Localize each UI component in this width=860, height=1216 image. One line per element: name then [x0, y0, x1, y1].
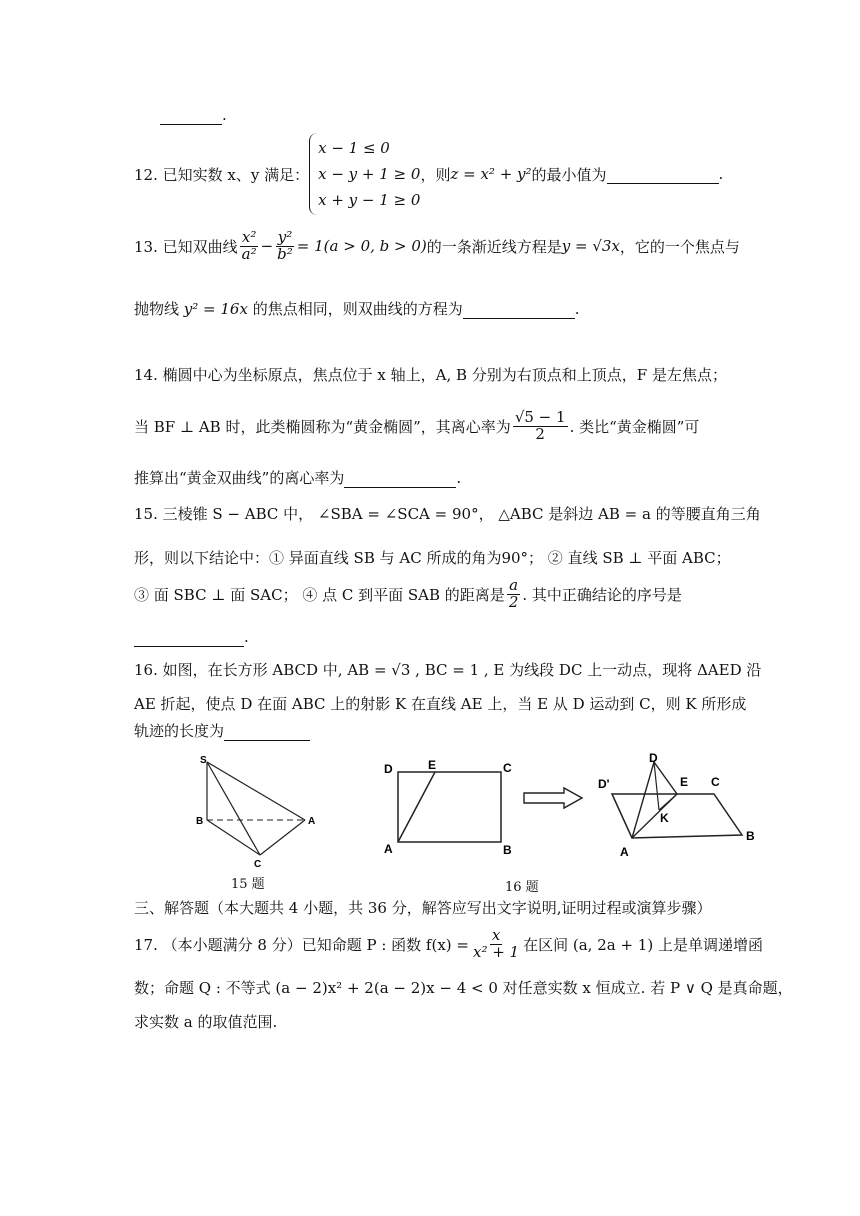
fig16b-label-k: K: [660, 811, 669, 825]
fig15-label-b: B: [196, 816, 204, 827]
q12-constraint-2: x − y + 1 ≥ 0: [318, 165, 421, 183]
fig15-label-a: A: [308, 816, 316, 827]
fraction: $\frac{\text{x²}}{\text{a²}}$: [241, 228, 257, 263]
transform-arrow-icon: [520, 785, 586, 811]
question-16-line-3: 轨迹的长度为: [134, 720, 310, 741]
fig16b-label-c: C: [711, 775, 720, 789]
question-15-line-2: 形，则以下结论中：① 异面直线 SB 与 AC 所成的角为90°； ② 直线 SB ⊥ 平面 ABC；: [134, 549, 731, 567]
fig16a-label-b: B: [503, 843, 512, 857]
question-17-line-2: 数；命题 Q : 不等式 (a − 2)x² + 2(a − 2)x − 4 < 0 对任意实数 x 恒成立. 若 P ∨ Q 是真命题，: [134, 979, 793, 997]
question-13-line-2: 抛物线 y² = 16x 的焦点相同，则双曲线的方程为 .: [134, 300, 580, 318]
fig16a-label-a: A: [384, 842, 393, 856]
answer-blank: [160, 106, 222, 125]
fig15-label-c: C: [254, 859, 262, 870]
figure-16-folded: [592, 752, 767, 862]
question-17-line-3: 求实数 a 的取值范围.: [134, 1013, 278, 1031]
answer-blank: [344, 469, 456, 488]
fig16a-label-d: D: [384, 762, 393, 776]
fraction: $\frac{\text{y²}}{\text{b²}}$: [277, 228, 293, 263]
question-15-line-3: ③ 面 SBC ⊥ 面 SAC； ④ 点 C 到平面 SAB 的距离是 $\frac{a}{2}$ . 其中正确结论的序号是: [134, 576, 682, 611]
fraction: $\frac{√5 - 1}{2}$: [514, 408, 566, 443]
fig16a-label-c: C: [503, 761, 512, 775]
fig16b-label-e: E: [680, 775, 689, 789]
q11-tail: .: [160, 106, 227, 125]
figure-16-caption: 16 题: [505, 880, 539, 895]
answer-blank: [463, 300, 575, 319]
question-15-line-4: .: [134, 628, 249, 647]
fig16b-label-d: D: [649, 752, 658, 765]
fig16b-label-d-prime: D': [598, 777, 610, 791]
fig16b-label-a: A: [620, 845, 629, 859]
answer-blank: [607, 165, 719, 184]
question-16-line-1: 16. 如图，在长方形 ABCD 中, AB = √3 , BC = 1 , E 为线段 DC 上一动点，现将 ΔAED 沿: [134, 661, 762, 679]
q12-constraint-1: x − 1 ≤ 0: [318, 139, 390, 157]
fraction: $\frac{x}{\text{x² + 1}}$: [472, 926, 520, 961]
figure-15-tetrahedron: [190, 752, 330, 877]
q12-constraint-system: [309, 133, 420, 215]
answer-blank: [134, 628, 244, 647]
question-12: 12. 已知实数 x、y 满足： x − 1 ≤ 0 x − y + 1 ≥ 0 x + y − 1 ≥ 0 ，则 z = x² + y² 的最小值为 .: [134, 133, 723, 215]
question-17-line-1: 17. （本小题满分 8 分）已知命题 P : 函数 f(x) = $\frac{x}{\text{x² + 1}}$ 在区间 (a, 2a + 1) 上是单调递增函: [134, 926, 763, 961]
question-14-line-1: 14. 椭圆中心为坐标原点，焦点位于 x 轴上，A, B 分别为右顶点和上顶点，F 是左焦点；: [134, 366, 727, 384]
answer-blank: [224, 722, 310, 741]
q12-constraint-3: x + y − 1 ≥ 0: [318, 191, 421, 209]
fig15-label-s: S: [200, 755, 207, 766]
question-13-line-1: 13. 已知双曲线 $\frac{\text{x²}}{\text{a²}}$ − $\frac{\text{y²}}{\text{b²}}$ = 1(a > 0, b > 0) 的一条渐近线方程是 y = √3x ，它的一个焦点与: [134, 228, 740, 263]
figure-15-caption: 15 题: [231, 877, 265, 892]
question-14-line-3: 推算出“黄金双曲线”的离心率为 .: [134, 469, 462, 487]
q12-objective: z = x² + y²: [450, 165, 532, 183]
question-15-line-1: 15. 三棱锥 S − ABC 中， ∠SBA = ∠SCA = 90°， △ABC 是斜边 AB = a 的等腰直角三角: [134, 505, 761, 523]
fig16b-label-b: B: [746, 829, 755, 843]
question-16-line-2: AE 折起，使点 D 在面 ABC 上的射影 K 在直线 AE 上，当 E 从 D 运动到 C，则 K 所形成: [134, 695, 747, 713]
fig16a-label-e: E: [428, 758, 437, 772]
section-3-heading: 三、解答题（本大题共 4 小题，共 36 分，解答应写出文字说明,证明过程或演算步骤）: [134, 899, 712, 917]
question-14-line-2: 当 BF ⊥ AB 时，此类椭圆称为“黄金椭圆”，其离心率为 $\frac{√5 - 1}{2}$ . 类比“黄金椭圆”可: [134, 408, 700, 443]
figure-16-rectangle: [378, 755, 528, 860]
fraction: $\frac{a}{2}$: [508, 576, 519, 611]
q12-prefix: 12. 已知实数 x、y 满足：: [134, 165, 310, 184]
